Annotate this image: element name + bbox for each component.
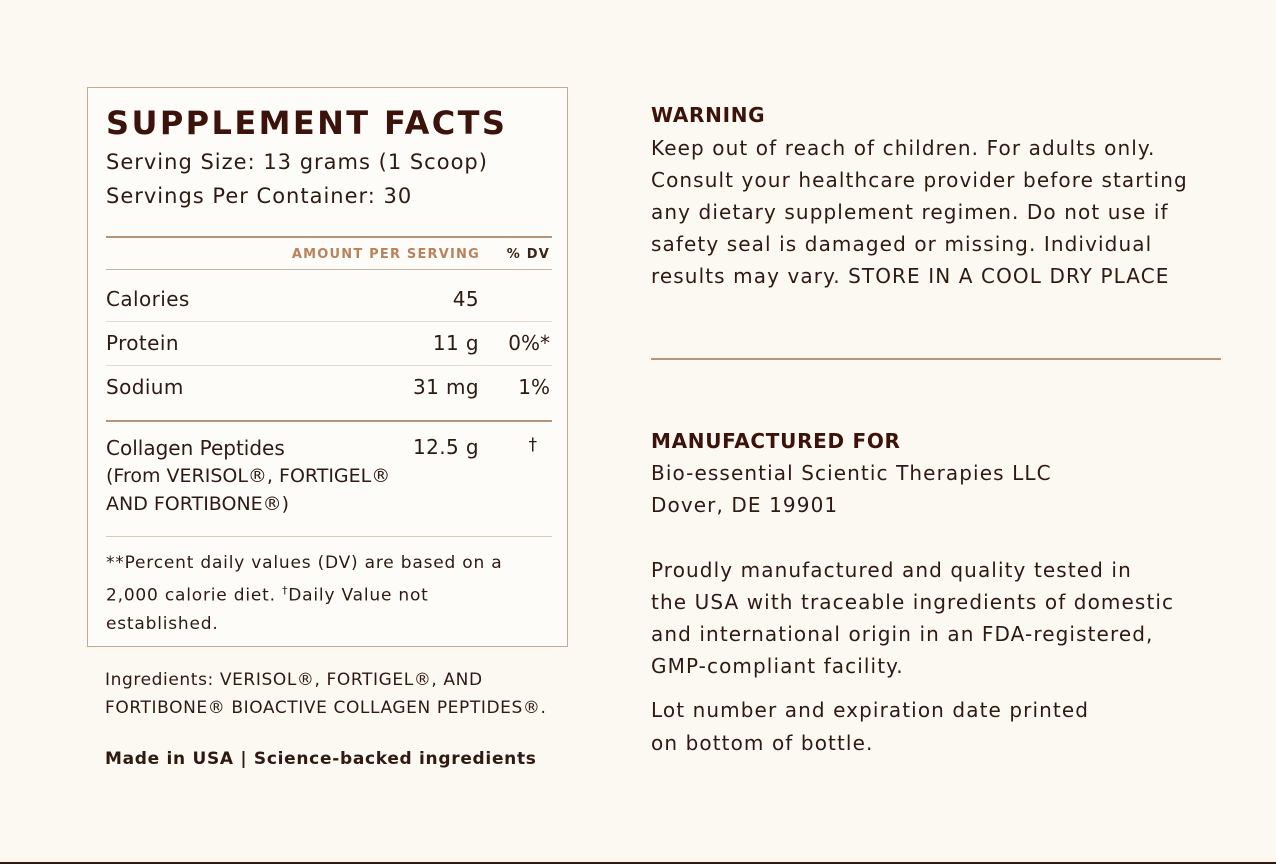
footnote-text: Daily Value not established. [106,585,429,634]
origin-line: the USA with traceable ingredients of domestic [651,590,1175,614]
origin-line: Proudly manufactured and quality tested in [651,558,1132,582]
dv-footnote [106,549,536,638]
supplement-facts-title: SUPPLEMENT FACTS [106,104,508,142]
servings-per-container: Servings Per Container: 30 [106,184,413,208]
percent-dv-header: % DV [506,247,550,262]
nutrient-amount-protein: 11 g [432,331,479,355]
lot-number-note [651,694,1089,760]
warning-heading: WARNING [651,103,766,127]
collagen-label-line: (From VERISOL®, FORTIGEL® [106,465,391,487]
nutrient-dv-protein: 0%* [508,331,550,355]
origin-statement [651,554,1174,682]
row-divider [106,321,552,322]
collagen-label [106,434,390,518]
header-rule-bottom [106,269,552,270]
nutrient-amount-collagen: 12.5 g [413,435,479,459]
warning-line: safety seal is damaged or missing. Individual [651,232,1153,256]
warning-text [651,132,1188,292]
manufacturer-address: Dover, DE 19901 [651,493,839,517]
footnote-text: **Percent daily values (DV) are based on a 2,000 calorie diet. [106,553,503,606]
collagen-label-line: AND FORTIBONE®) [106,493,290,515]
row-divider [106,365,552,366]
nutrient-dv-sodium: 1% [518,375,550,399]
nutrient-label-calories: Calories [106,287,190,311]
warning-line: Keep out of reach of children. For adults only. [651,136,1156,160]
warning-line: Consult your healthcare provider before starting [651,168,1188,192]
lot-line: Lot number and expiration date printed [651,698,1090,722]
amount-per-serving-header: AMOUNT PER SERVING [291,247,480,262]
dagger-mark: † [281,584,289,597]
lot-line: on bottom of bottle. [651,731,874,755]
header-rule-top [106,236,552,238]
ingredients-line: FORTIBONE® BIOACTIVE COLLAGEN PEPTIDES®. [105,698,547,718]
serving-size: Serving Size: 13 grams (1 Scoop) [106,150,488,174]
origin-line: and international origin in an FDA-registered, [651,622,1154,646]
origin-line: GMP-compliant facility. [651,654,904,678]
collagen-rule [106,420,552,422]
nutrient-amount-calories: 45 [452,287,479,311]
manufacturer-info [651,457,1052,521]
nutrient-dv-collagen: † [528,435,537,455]
ingredients [105,666,575,722]
warning-line: results may vary. STORE IN A COOL DRY PLACE [651,264,1170,288]
nutrient-amount-sodium: 31 mg [413,375,479,399]
ingredients-line: Ingredients: VERISOL®, FORTIGEL®, AND [105,670,483,690]
manufacturer-name: Bio-essential Scientic Therapies LLC [651,461,1052,485]
manufactured-for-heading: MANUFACTURED FOR [651,429,901,453]
made-in-usa-tagline: Made in USA | Science-backed ingredients [105,749,537,769]
footnote-rule [106,536,552,537]
nutrient-label-protein: Protein [106,331,179,355]
supplement-facts-panel [87,87,568,647]
warning-line: any dietary supplement regimen. Do not use if [651,200,1169,224]
collagen-label-line: Collagen Peptides [106,436,285,460]
section-divider [651,358,1221,360]
nutrient-label-sodium: Sodium [106,375,184,399]
